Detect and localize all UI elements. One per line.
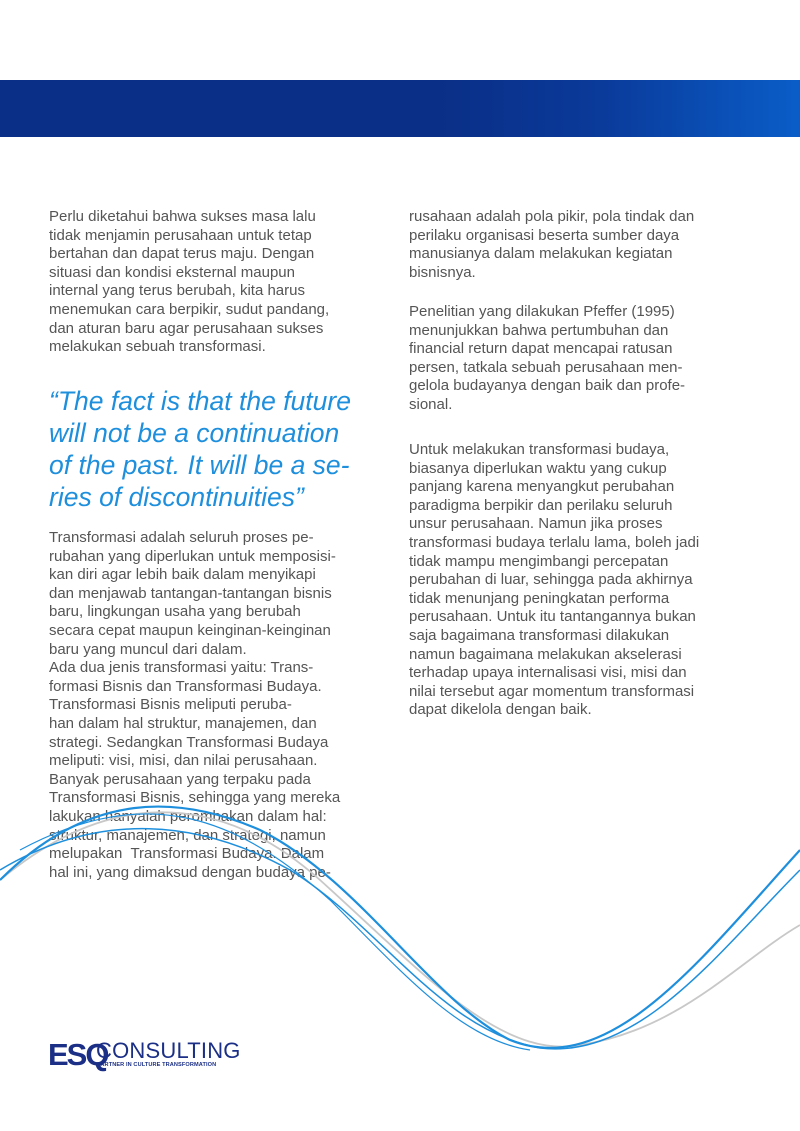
culture-continuation-paragraph: rusahaan adalah pola pikir, pola tindak dan perilaku organisasi beserta sumber daya manusianya dalam melakukan kegiatan bisnisnya. — [409, 208, 695, 281]
esq-consulting-logo — [48, 1038, 248, 1074]
intro-paragraph: Perlu diketahui bahwa sukses masa lalu tidak menjamin perusahaan untuk tetap bertahan dan dapat terus maju. Dengan situasi dan kondisi eksternal maupun internal yang terus berubah, kita harus menemukan cara berpikir, sudut pandang, dan aturan baru agar perusahaan sukses melakukan sebuah transformasi. — [49, 208, 330, 356]
wave-blue-3 — [20, 814, 530, 1050]
pull-quote: “The fact is that the future will not be a continuation of the past. It will be a se- ries of discontinuities” — [49, 386, 351, 512]
logo-esq-wordmark: ESQ — [48, 1037, 108, 1072]
wave-blue-1 — [0, 807, 800, 1048]
logo-consulting-wordmark: CONSULTING — [96, 1038, 241, 1063]
wave-blue-2 — [0, 829, 800, 1049]
logo-tagline: PARTNER IN CULTURE TRANSFORMATION — [97, 1062, 217, 1068]
transformation-paragraph: Transformasi adalah seluruh proses pe- rubahan yang diperlukan untuk memposisi- kan diri agar lebih baik dalam menyikapi dan menjawab tantangan-tantangan bisnis baru, lingkungan usaha yang berubah secara cepat maupun keinginan-keinginan baru yang muncul dari dalam. Ada dua jenis transformasi yaitu: Trans- formasi Bisnis dan Transformasi Budaya. Transformasi Bisnis meliputi peruba- han dalam hal struktur, manajemen, dan strategi. Sedangkan Transformasi Budaya meliputi: visi, misi, dan nilai perusahaan. Banyak perusahaan yang terpaku pada Transformasi Bisnis, sehingga yang mereka lakukan hanyalah perombakan dalam hal: struktur, manajemen, dan strategi, namun melupakan Transformasi Budaya. Dalam hal ini, yang dimaksud dengan budaya pe- — [49, 529, 341, 881]
wave-gray — [0, 812, 800, 1046]
pfeffer-paragraph: Penelitian yang dilakukan Pfeffer (1995) menunjukkan bahwa pertumbuhan dan financial return dapat mencapai ratusan persen, tatkala sebuah perusahaan men- gelola budayanya dengan baik dan profe- sional. — [409, 303, 686, 413]
culture-transformation-paragraph: Untuk melakukan transformasi budaya, biasanya diperlukan waktu yang cukup panjang karena menyangkut perubahan paradigma berpikir dan perilaku seluruh unsur perusahaan. Namun jika proses transformasi budaya terlalu lama, boleh jadi tidak mampu mengimbangi percepatan perubahan di luar, sehingga pada akhirnya tidak menunjang peningkatan performa perusahaan. Untuk itu tantangannya bukan saja bagaimana transformasi dilakukan namun bagaimana melakukan akselerasi terhadap upaya internalisasi visi, misi dan nilai tersebut agar momentum transformasi dapat dikelola dengan baik. — [409, 441, 700, 719]
